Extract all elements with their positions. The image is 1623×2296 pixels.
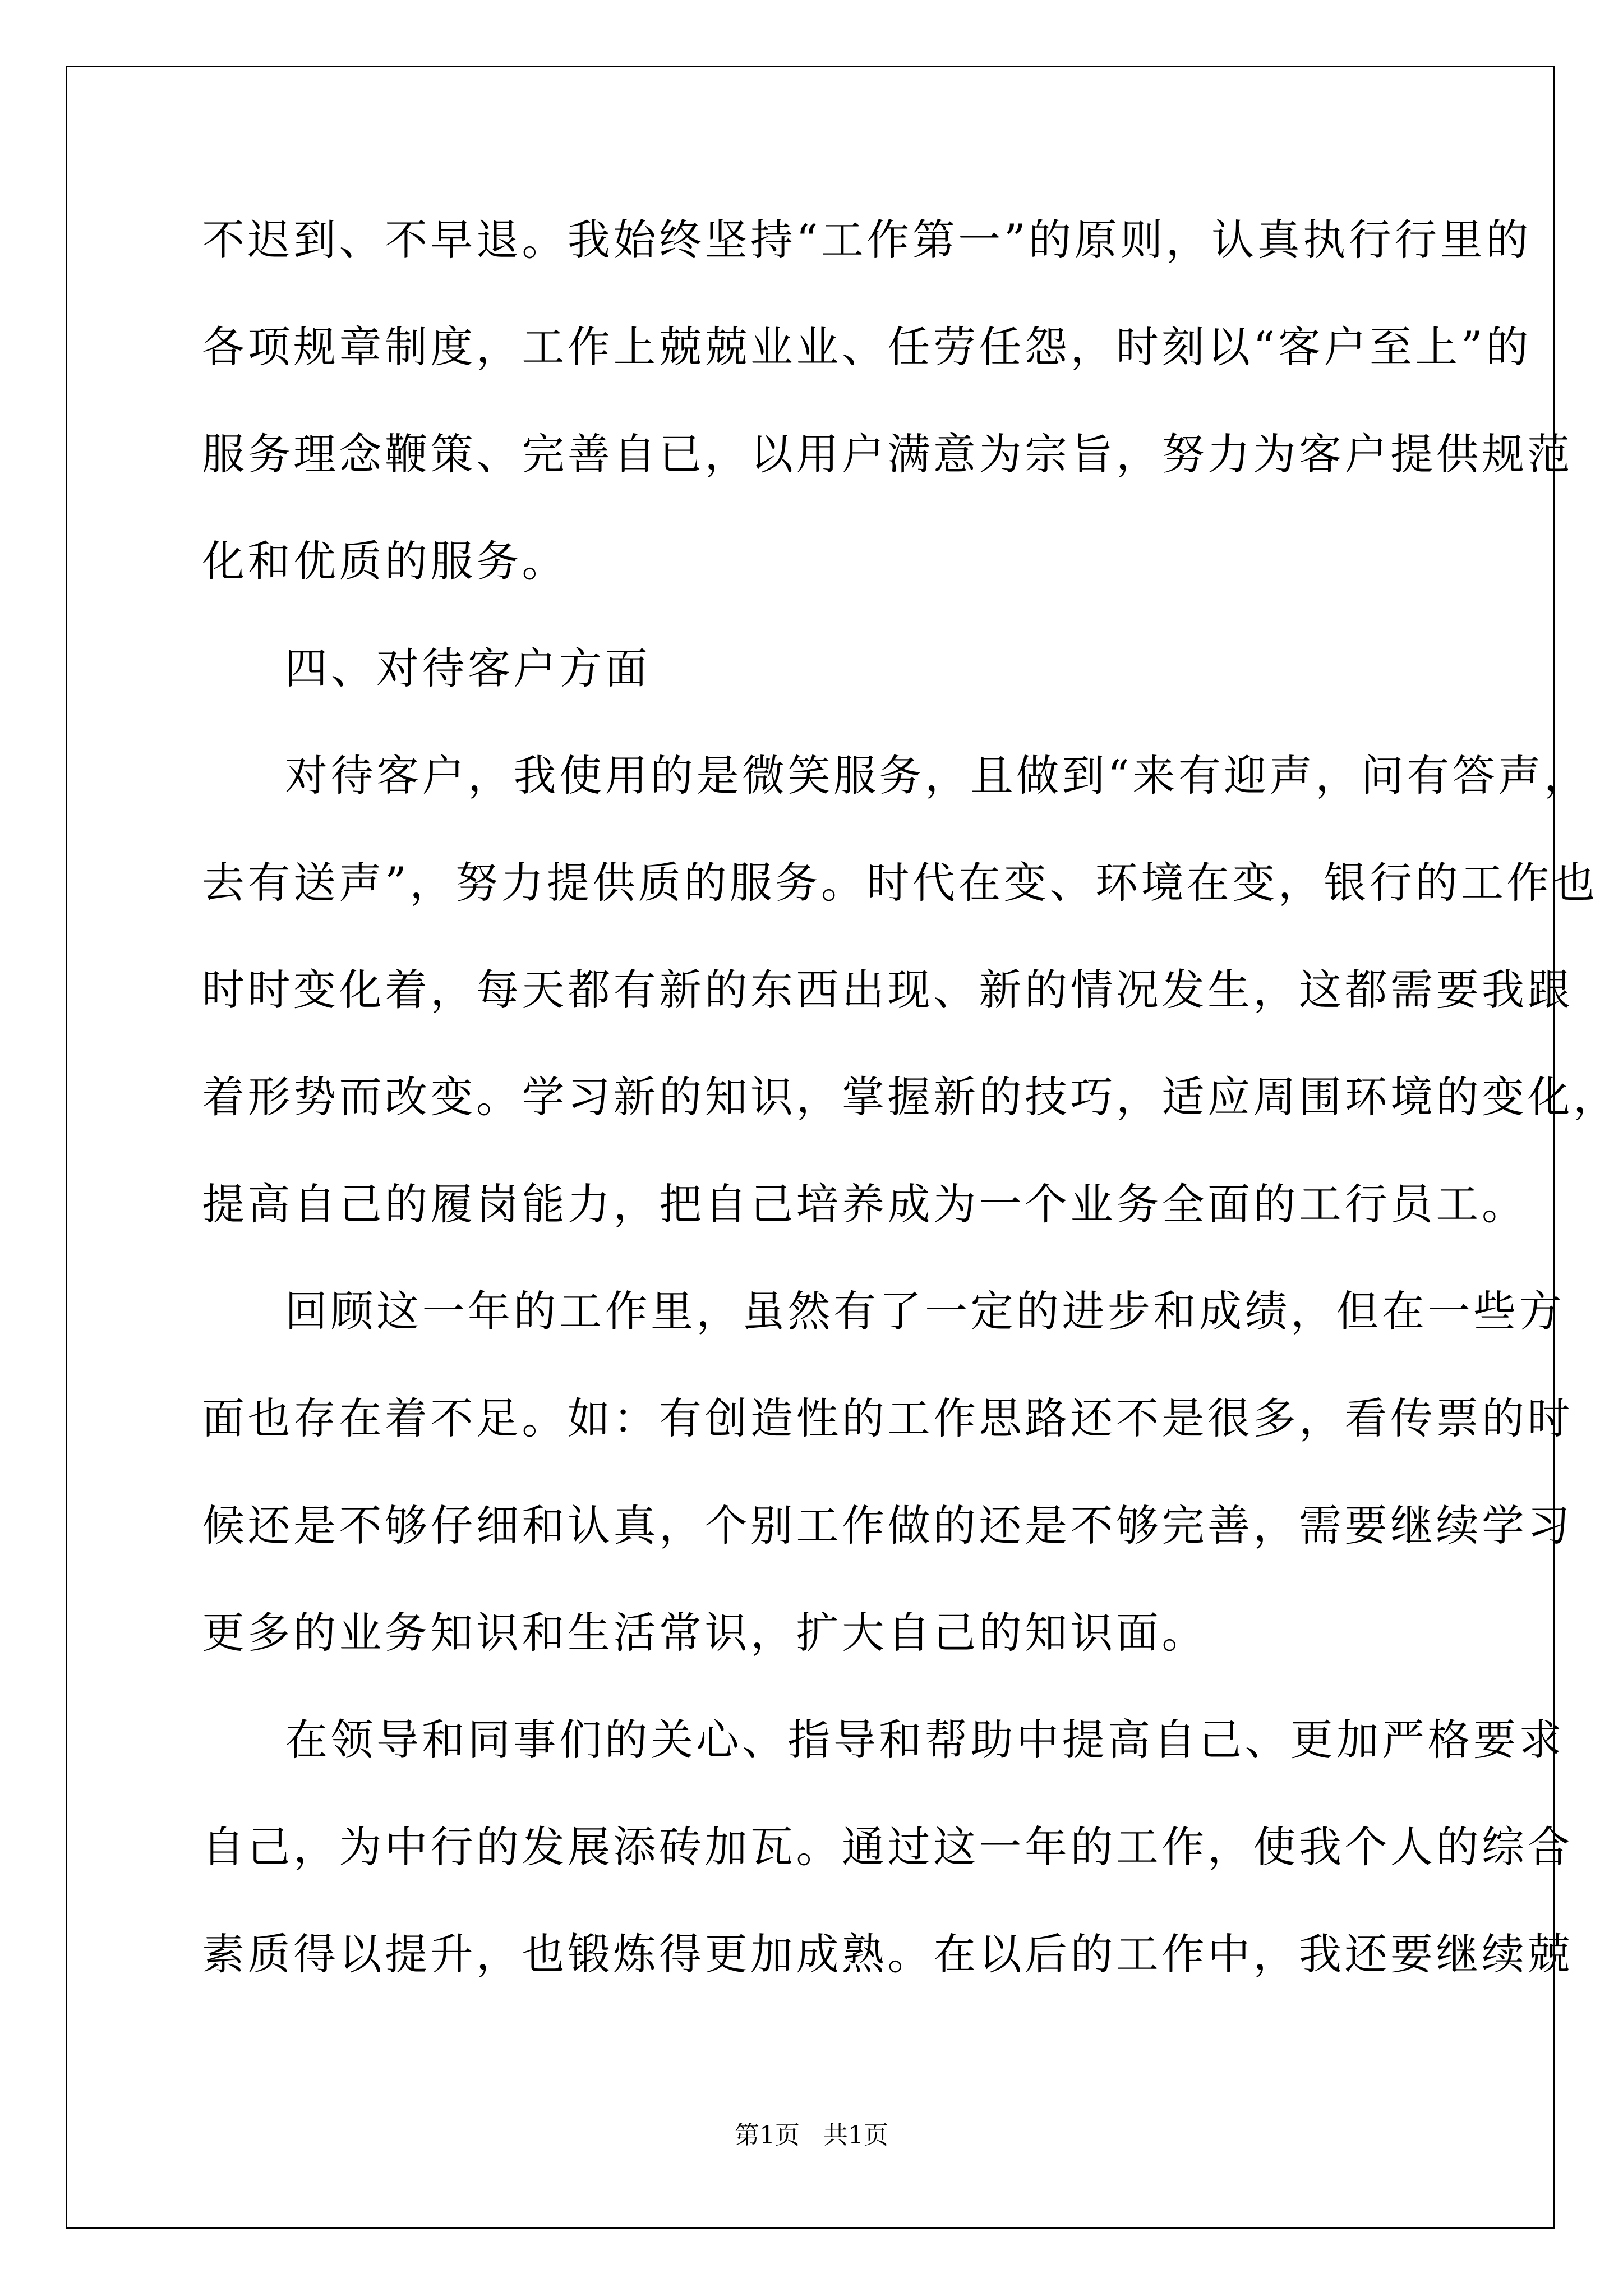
text-line: 更多的业务知识和生活常识，扩大自己的知识面。 (202, 1608, 1207, 1658)
text-line: 化和优质的服务。 (202, 536, 568, 586)
page-number-footer: 第1页 共1页 (735, 2121, 888, 2150)
text-line: 去有送声”，努力提供质的服务。时代在变、环境在变，银行的工作也 (202, 858, 1598, 908)
text-line: 回顾这一年的工作里，虽然有了一定的进步和成绩，但在一些方 (285, 1286, 1565, 1336)
text-line: 素质得以提升，也锻炼得更加成熟。在以后的工作中，我还要继续兢 (202, 1929, 1573, 1979)
text-line: 自己，为中行的发展添砖加瓦。通过这一年的工作，使我个人的综合 (202, 1822, 1573, 1872)
section-heading: 四、对待客户方面 (285, 643, 651, 693)
text-line: 各项规章制度，工作上兢兢业业、任劳任怨，时刻以“客户至上”的 (202, 322, 1532, 372)
text-line: 不迟到、不早退。我始终坚持“工作第一”的原则，认真执行行里的 (202, 215, 1532, 265)
text-line: 提高自己的履岗能力，把自己培养成为一个业务全面的工行员工。 (202, 1179, 1528, 1229)
text-line: 对待客户，我使用的是微笑服务，且做到“来有迎声，问有答声， (285, 751, 1590, 800)
text-line: 服务理念鞭策、完善自已，以用户满意为宗旨，努力为客户提供规范 (202, 429, 1573, 479)
text-line: 着形势而改变。学习新的知识，掌握新的技巧，适应周围环境的变化， (202, 1072, 1619, 1122)
text-line: 在领导和同事们的关心、指导和帮助中提高自己、更加严格要求 (285, 1715, 1565, 1765)
document-body (202, 215, 1619, 2040)
text-line: 面也存在着不足。如：有创造性的工作思路还不是很多，看传票的时 (202, 1393, 1573, 1443)
text-line: 时时变化着，每天都有新的东西出现、新的情况发生，这都需要我跟 (202, 965, 1573, 1015)
text-line: 候还是不够仔细和认真，个别工作做的还是不够完善，需要继续学习 (202, 1501, 1573, 1550)
